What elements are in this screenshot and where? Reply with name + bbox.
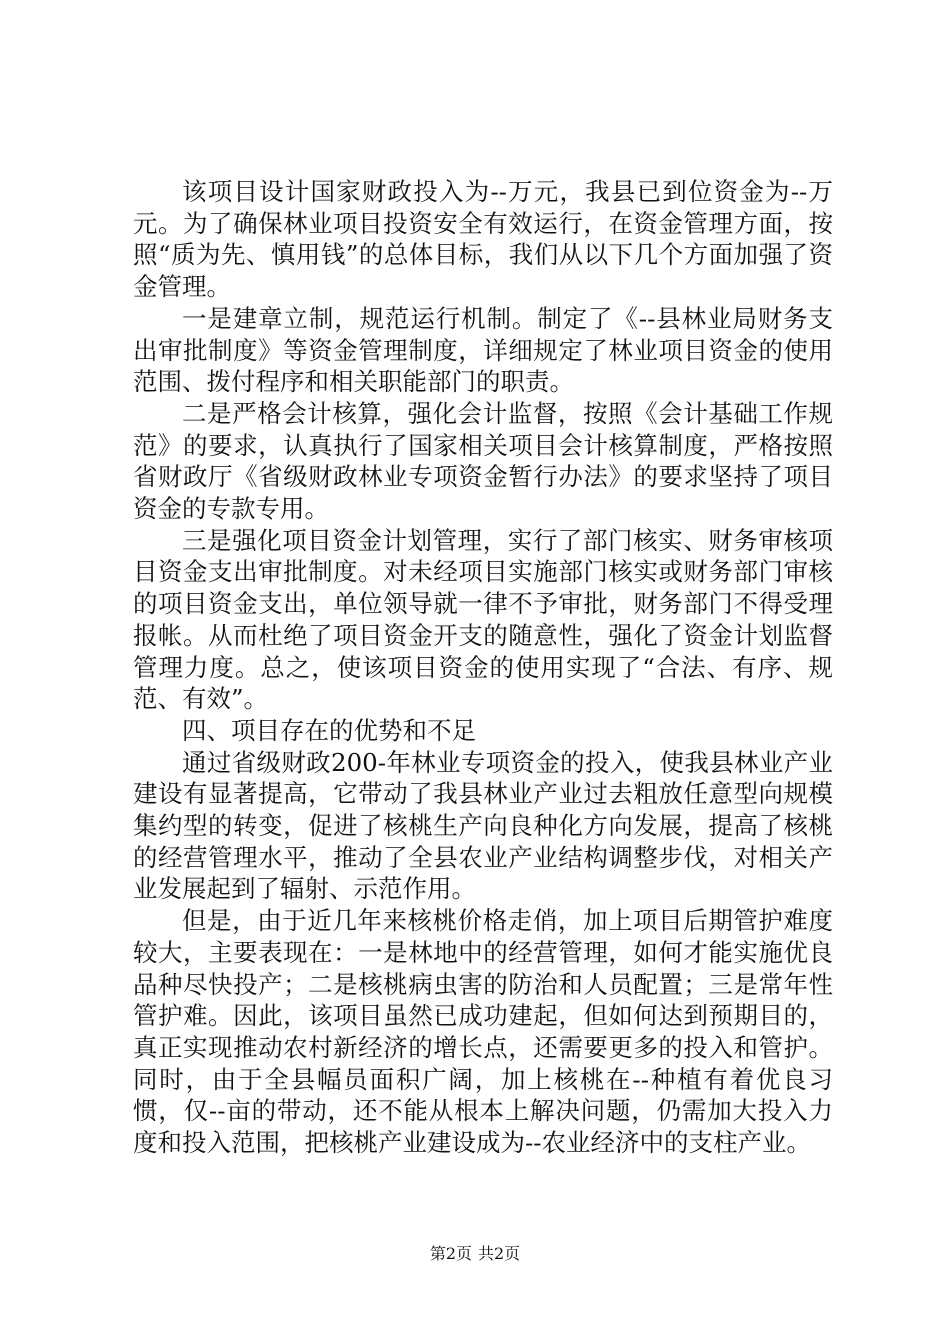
paragraph-funding-overview: 该项目设计国家财政投入为--万元，我县已到位资金为--万元。为了确保林业项目投资安全有效运行，在资金管理方面，按照“质为先、慎用钱”的总体目标，我们从以下几个方面加强了资金管理。: [133, 177, 833, 302]
page-footer: [0, 1244, 950, 1264]
section-heading: 四、项目存在的优势和不足: [182, 715, 476, 745]
page-number: 第2页: [429, 1244, 472, 1263]
paragraph-rules-system: 一是建章立制，规范运行机制。制定了《--县林业局财务支出审批制度》等资金管理制度，详细规定了林业项目资金的使用范围、拨付程序和相关职能部门的职责。: [133, 303, 833, 397]
paragraph-shortcomings: 但是，由于近几年来核桃价格走俏，加上项目后期管护难度较大，主要表现在：一是林地中的经营管理，如何才能实施优良品种尽快投产；二是核桃病虫害的防治和人员配置；三是常年性管护难。因此，该项目虽然已成功建起，但如何达到预期目的，真正实现推动农村新经济的增长点，还需要更多的投入和管护。同时，由于全县幅员面积广阔，加上核桃在--种植有着优良习惯，仅--亩的带动，还不能从根本上解决问题，仍需加大投入力度和投入范围，把核桃产业建设成为--农业经济中的支柱产业。: [133, 906, 833, 1158]
document-body: [133, 176, 833, 1159]
paragraph-advantages: 通过省级财政200-年林业专项资金的投入，使我县林业产业建设有显著提高，它带动了我县林业产业过去粗放任意型向规模集约型的转变，促进了核桃生产向良种化方向发展，提高了核桃的经营管理水平，推动了全县农业产业结构调整步伐，对相关产业发展起到了辐射、示范作用。: [133, 747, 833, 904]
paragraph-accounting: 二是严格会计核算，强化会计监督，按照《会计基础工作规范》的要求，认真执行了国家相关项目会计核算制度，严格按照省财政厅《省级财政林业专项资金暂行办法》的要求坚持了项目资金的专款专用。: [133, 398, 833, 524]
page-total: 共2页: [478, 1244, 521, 1263]
paragraph-plan-management: 三是强化项目资金计划管理，实行了部门核实、财务审核项目资金支出审批制度。对未经项目实施部门核实或财务部门审核的项目资金支出，单位领导就一律不予审批，财务部门不得受理报帐。从而杜绝了项目资金开支的随意性，强化了资金计划监督管理力度。总之，使该项目资金的使用实现了“合法、有序、规范、有效”。: [133, 525, 833, 714]
